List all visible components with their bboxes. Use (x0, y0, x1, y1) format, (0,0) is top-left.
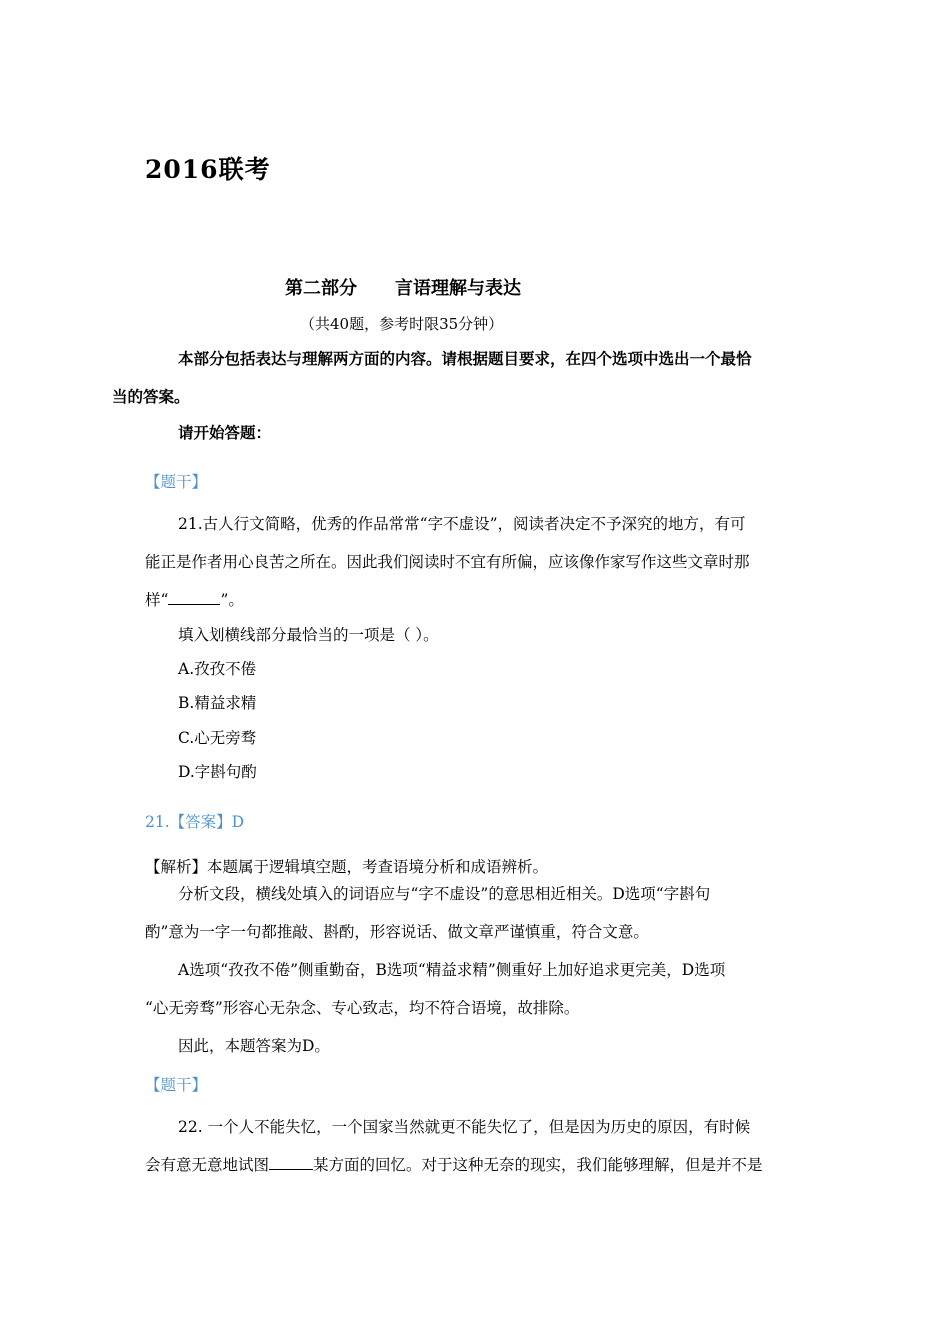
q21-stem-tag: 【题干】 (145, 473, 208, 491)
q21-stem-line-2: 能正是作者用心良苦之所在。因此我们阅读时不宜有所偏，应该像作家写作这些文章时那 (145, 553, 750, 571)
q22-stem-tag: 【题干】 (145, 1076, 208, 1094)
section-name: 言语理解与表达 (395, 278, 521, 299)
q21-stem-line-3: 样“ ”。 (145, 591, 244, 609)
q21-analysis-line-2: 分析文段，横线处填入的词语应与“字不虚设”的意思相近相关。D选项“字斟句 (178, 885, 711, 903)
q21-prompt: 填入划横线部分最恰当的一项是（ ）。 (178, 626, 439, 644)
q22-stem-line-1: 22. 一个人不能失忆，一个国家当然就更不能失忆了，但是因为历史的原因，有时候 (178, 1118, 751, 1136)
q21-analysis-line-5: “心无旁骛”形容心无杂念、专心致志，均不符合语境，故排除。 (145, 999, 580, 1017)
section-part: 第二部分 (285, 278, 357, 299)
q21-stem (145, 505, 805, 619)
q21-option-c: C.心无旁骛 (178, 729, 257, 747)
q21-option-a: A.孜孜不倦 (178, 660, 257, 678)
instruction-line-1: 本部分包括表达与理解两方面的内容。请根据题目要求，在四个选项中选出一个最恰 (178, 350, 752, 368)
q21-conclusion: 因此，本题答案为D。 (178, 1037, 330, 1055)
q21-analysis-line-4: A选项“孜孜不倦”侧重勤奋，B选项“精益求精”侧重好上加好追求更完美，D选项 (178, 961, 726, 979)
q21-option-b: B.精益求精 (178, 694, 257, 712)
q22-answer-blank (269, 1155, 313, 1170)
start-prompt: 请开始答题： (178, 424, 272, 442)
q21-analysis-line-1: 【解析】本题属于逻辑填空题，考查语境分析和成语辨析。 (145, 858, 549, 876)
q22-stem (145, 1108, 805, 1184)
section-instructions (112, 340, 805, 416)
q21-stem-line-1: 21.古人行文简略，优秀的作品常常“字不虚设”，阅读者决定不予深究的地方，有可 (178, 515, 746, 533)
q21-analysis-line-3: 酌”意为一字一句都推敲、斟酌，形容说话、做文章严谨慎重，符合文意。 (145, 923, 649, 941)
q21-option-d: D.字斟句酌 (178, 763, 257, 781)
section-heading (285, 274, 521, 300)
q22-stem-line-2: 会有意无意地试图 某方面的回忆。对于这种无奈的现实，我们能够理解，但是并不是 (145, 1156, 763, 1174)
section-subtitle: （共40题，参考时限35分钟） (300, 315, 504, 333)
instruction-line-2: 当的答案。 (112, 388, 190, 406)
document-title: 2016联考 (145, 155, 271, 184)
q21-analysis-body (145, 875, 805, 1065)
q21-answer-blank (168, 590, 220, 605)
q21-answer: 21.【答案】D (145, 813, 245, 831)
